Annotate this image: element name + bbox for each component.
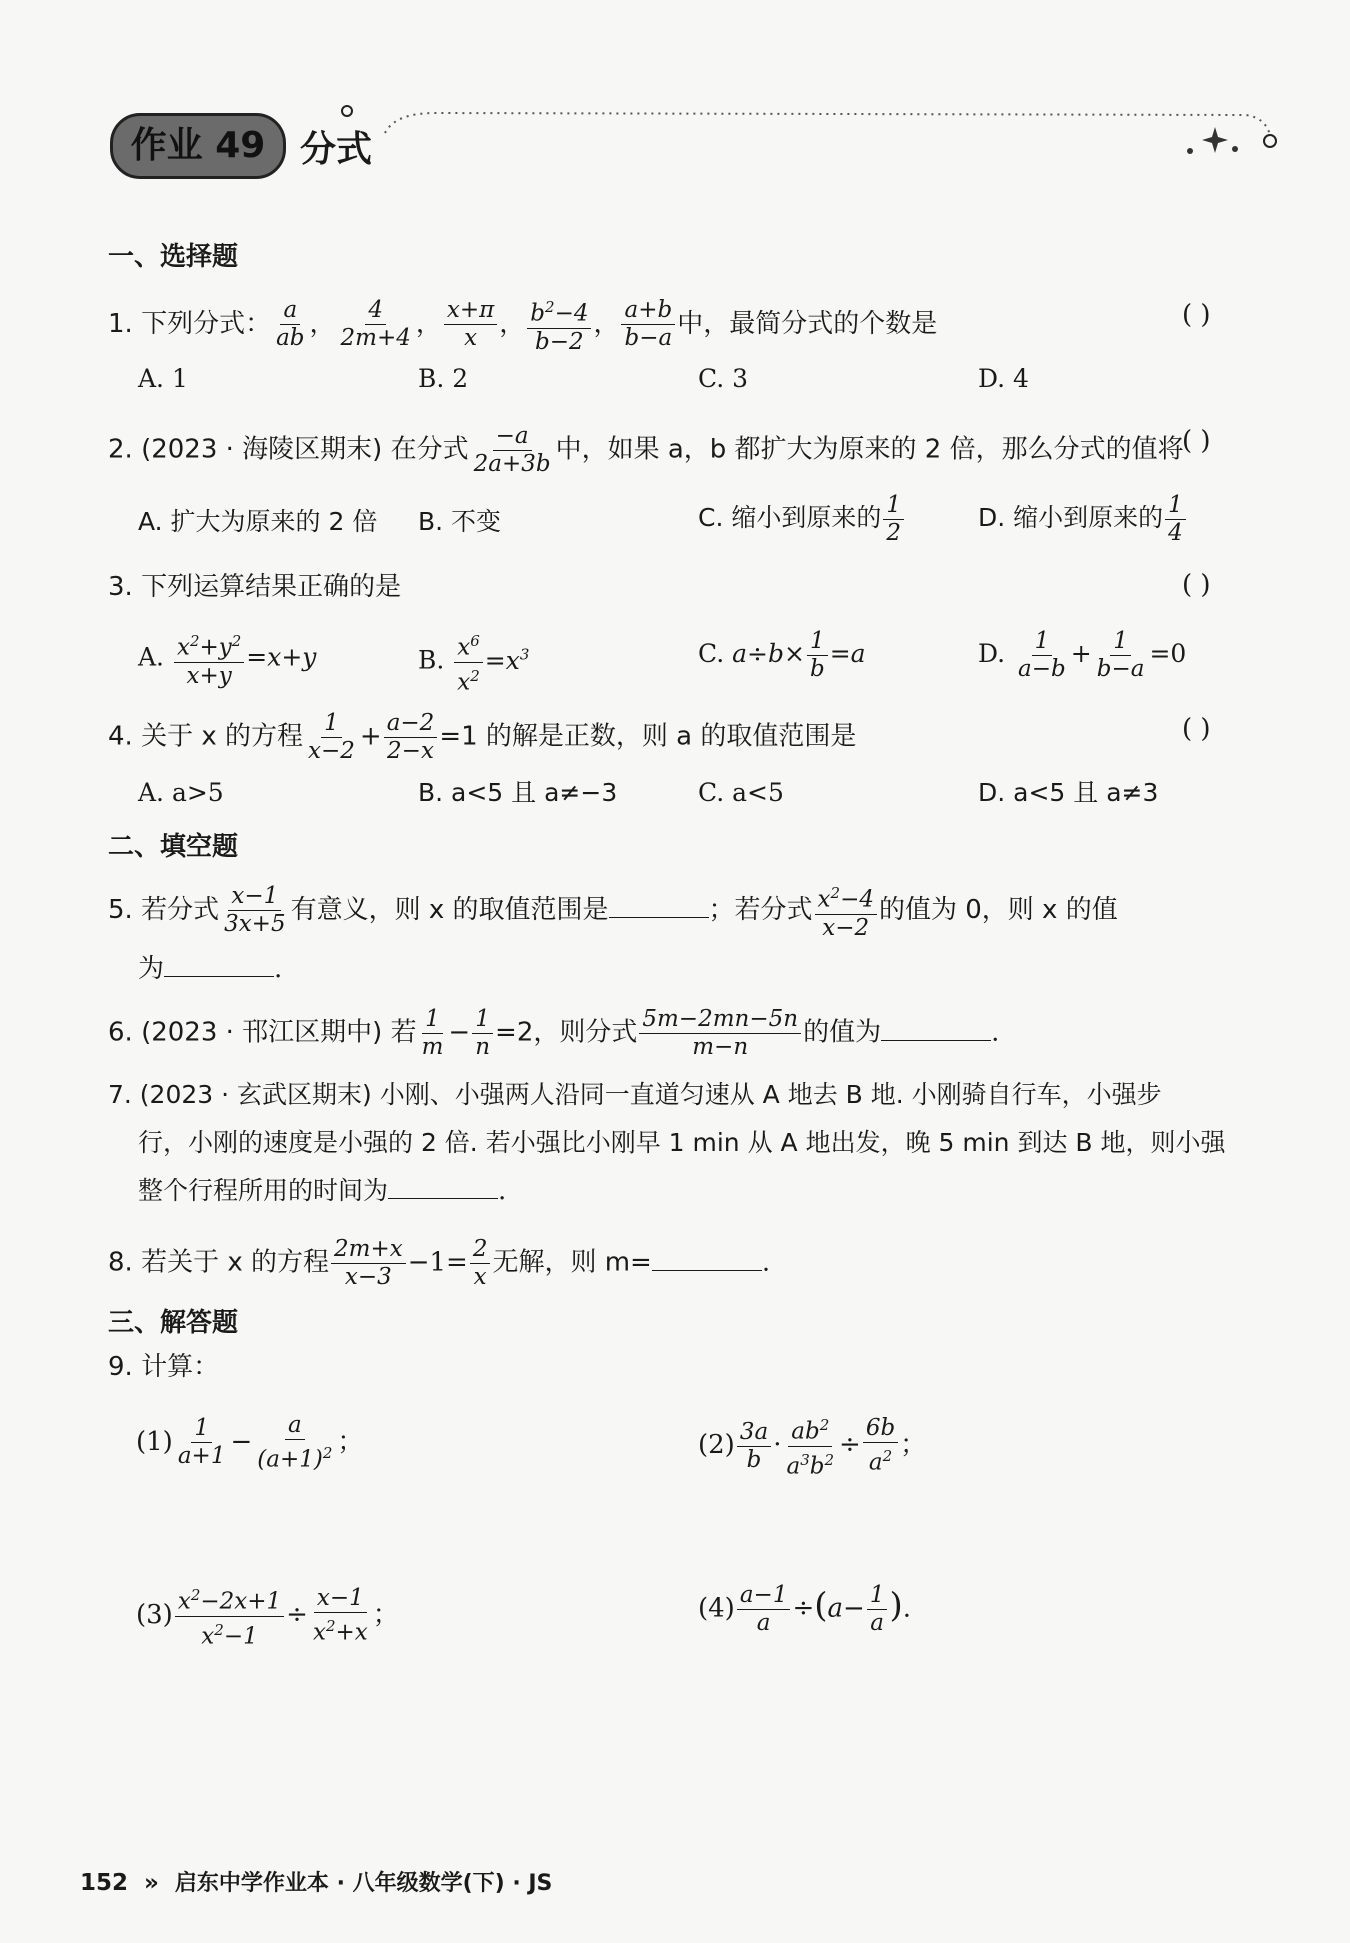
page-number: 152 (80, 1870, 129, 1896)
q2-option-c: C. 缩小到原来的 $\frac{1}{2}$ (698, 492, 906, 547)
question-3: 3. 下列运算结果正确的是 (108, 572, 402, 602)
answer-paren-4: ( ) (1182, 714, 1211, 744)
header-decoration (235, 105, 1280, 165)
answer-paren-1: ( ) (1182, 300, 1211, 330)
question-9: 9. 计算： (108, 1352, 220, 1382)
header-badge-text: 作业 49 (130, 125, 266, 166)
section-choice: 一、选择题 (108, 242, 239, 272)
footer (80, 1866, 552, 1897)
question-5: 5. 若分式 $\frac{x-1}{3x+5}$ 有意义，则 x 的取值范围是 ；若分式 $\frac{x^2-4}{x-2}$ 的值为 0，则 x 的值 (108, 880, 1118, 942)
blank-5a[interactable] (609, 895, 709, 918)
q2-option-d: D. 缩小到原来的 $\frac{1}{4}$ (978, 492, 1188, 547)
question-7-line3: 整个行程所用的时间为 . (138, 1176, 507, 1206)
q2-option-a: A. 扩大为原来的 2 倍 (138, 507, 378, 536)
question-1: 1. 下列分式： $\frac{a}{ab}$ ， $\frac{4}{2m+4}$ ， $\frac{x+\pi}{x}$ ， $\frac{b^2-4}{b-2}$ ， $\frac{a+b}{b-a}$ 中，最简分式的个数是 (108, 294, 937, 356)
blank-7[interactable] (388, 1176, 498, 1199)
question-4: 4. 关于 x 的方程 $\frac{1}{x-2}$ + $\frac{a-2}{2-x}$ =1 的解是正数，则 a 的取值范围是 (108, 710, 857, 764)
q1-option-a: A. 1 (138, 364, 188, 393)
question-8: 8. 若关于 x 的方程 $\frac{2m+x}{x-3}$ −1= $\frac{2}{x}$ 无解，则 m= . (108, 1236, 771, 1290)
q3-option-c: C. a÷b× $\frac{1}{b}$ =a (698, 628, 866, 682)
footer-book-title: 启东中学作业本 · 八年级数学(下) · JS (174, 1871, 553, 1896)
answer-paren-2: ( ) (1182, 426, 1211, 456)
q3-option-b: B. $\frac{x^6}{x^2}$ $=x^3$ (418, 628, 529, 696)
section-solve: 三、解答题 (108, 1308, 239, 1338)
header (105, 105, 1275, 185)
question-7-line1: 7. (2023 · 玄武区期末) 小刚、小强两人沿同一直道匀速从 A 地去 B 地. 小刚骑自行车，小强步 (108, 1080, 1162, 1109)
footer-arrows: » (144, 1870, 159, 1896)
question-5-line2: 为 . (138, 954, 283, 984)
q9-part-4: (4) $\frac{a-1}{a}$ ÷(a− $\frac{1}{a}$ ). (698, 1582, 912, 1636)
q4-option-a: A. a>5 (138, 778, 224, 807)
question-2: 2. (2023 · 海陵区期末) 在分式 $\frac{-a}{2a+3b}$ 中，如果 a，b 都扩大为原来的 2 倍，那么分式的值将 (108, 423, 1184, 477)
q1-option-b: B. 2 (418, 364, 469, 393)
q3-option-a: A. $\frac{x^2+y^2}{x+y}$ =x+y (138, 628, 316, 690)
blank-5b[interactable] (164, 954, 274, 977)
q1-option-c: C. 3 (698, 364, 749, 393)
q4-option-c: C. a<5 (698, 778, 784, 807)
q2-option-b: B. 不变 (418, 507, 502, 536)
question-6: 6. (2023 · 邗江区期中) 若 $\frac{1}{m}$ − $\frac{1}{n}$ =2，则分式 $\frac{5m-2mn-5n}{m-n}$ 的值为 . (108, 1006, 1000, 1060)
q9-part-2: (2) $\frac{3a}{b}$ · $\frac{ab^2}{a^3b^2}$ ÷ $\frac{6b}{a^2}$ ； (698, 1412, 926, 1480)
q1-option-d: D. 4 (978, 364, 1029, 393)
q9-part-3: (3) $\frac{x^2-2x+1}{x^2-1}$ ÷ $\frac{x-1}{x^2+x}$ ； (136, 1582, 399, 1650)
blank-6[interactable] (881, 1018, 991, 1041)
section-fill: 二、填空题 (108, 832, 239, 862)
q9-part-1: (1) $\frac{1}{a+1}$ − $\frac{a}{(a+1)^2}$ ； (136, 1412, 364, 1473)
question-7-line2: 行，小刚的速度是小强的 2 倍. 若小强比小刚早 1 min 从 A 地出发，晚 5 min 到达 B 地，则小强 (138, 1128, 1226, 1157)
blank-8[interactable] (652, 1248, 762, 1271)
q4-option-b: B. a<5 且 a≠−3 (418, 778, 618, 807)
q4-option-d: D. a<5 且 a≠3 (978, 778, 1159, 807)
answer-paren-3: ( ) (1182, 570, 1211, 600)
header-title: 分式 (300, 129, 373, 170)
q3-option-d: D. $\frac{1}{a-b}$ + $\frac{1}{b-a}$ =0 (978, 628, 1187, 682)
